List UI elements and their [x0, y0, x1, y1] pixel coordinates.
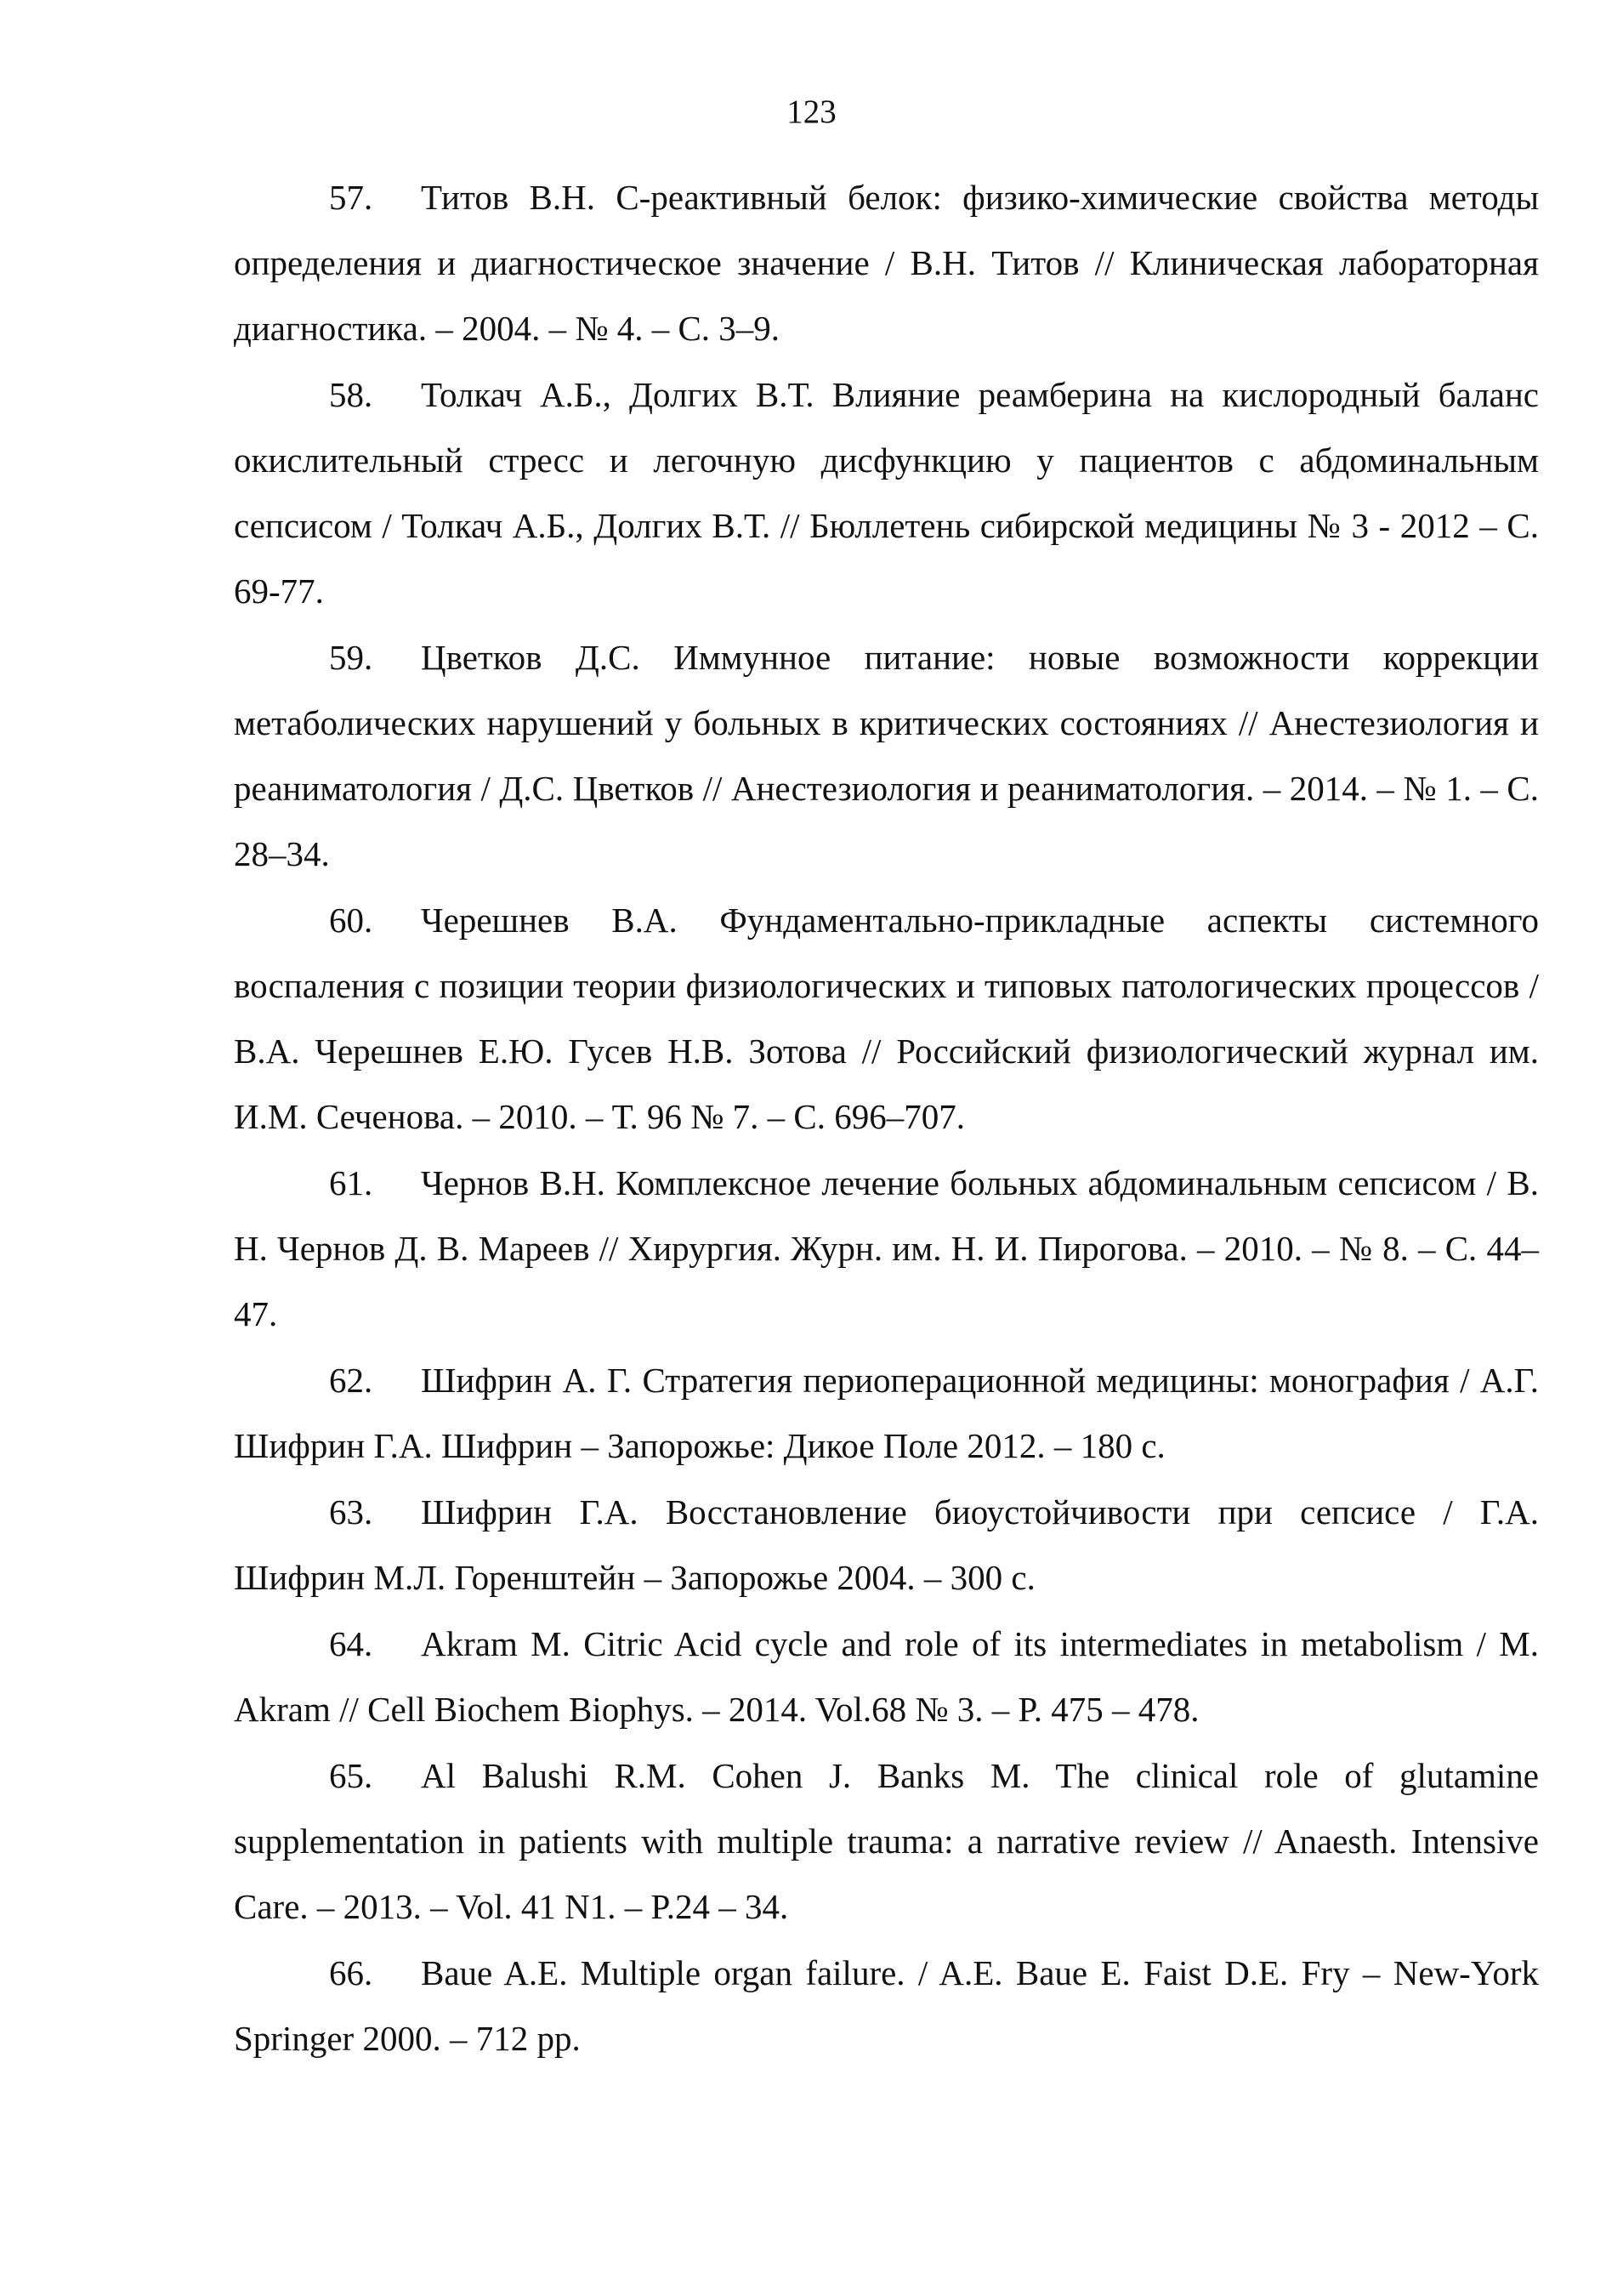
- reference-item: [234, 1941, 1539, 2072]
- reference-item: [234, 625, 1539, 887]
- reference-number: 58.: [329, 375, 373, 414]
- reference-number: 64.: [329, 1624, 373, 1663]
- reference-item: [234, 1611, 1539, 1742]
- reference-text: Baue A.E. Multiple organ failure. / A.E. Baue E. Faist D.E. Fry – New-York Springer 2000. – 712 pp.: [234, 1953, 1539, 2058]
- reference-text: Al Balushi R.M. Cohen J. Banks M. The clinical role of glutamine supplementation in patients with multiple trauma: a narrative review // Anaesth. Intensive Care. – 2013. – Vol. 41 N1. – P.24 – 34.: [234, 1756, 1539, 1926]
- page-number: 123: [786, 94, 837, 130]
- reference-text: Черешнев В.А. Фундаментально-прикладные аспекты системного воспаления с позиции теории физиологических и типовых патологических процессов / В.А. Черешнев Е.Ю. Гусев Н.В. Зотова // Российский физиологический журнал им. И.М. Сеченова. – 2010. – Т. 96 № 7. – С. 696–707.: [234, 901, 1539, 1136]
- reference-text: Шифрин Г.А. Восстановление биоустойчивости при сепсисе / Г.А. Шифрин М.Л. Горенштейн – Запорожье 2004. – 300 с.: [234, 1492, 1539, 1597]
- reference-text: Шифрин А. Г. Стратегия периоперационной медицины: монография / А.Г. Шифрин Г.А. Шифрин – Запорожье: Дикое Поле 2012. – 180 с.: [234, 1361, 1539, 1465]
- reference-text: Толкач А.Б., Долгих В.Т. Влияние реамберина на кислородный баланс окислительный стресс и легочную дисфункцию у пациентов с абдоминальным сепсисом / Толкач А.Б., Долгих В.Т. // Бюллетень сибирской медицины № 3 - 2012 – С. 69-77.: [234, 375, 1539, 611]
- reference-text: Akram M. Citric Acid cycle and role of its intermediates in metabolism / M. Akram // Cell Biochem Biophys. – 2014. Vol.68 № 3. – P. 475 – 478.: [234, 1624, 1539, 1729]
- reference-item: [234, 1151, 1539, 1347]
- reference-item: [234, 1480, 1539, 1611]
- reference-number: 65.: [329, 1756, 373, 1795]
- reference-item: [234, 165, 1539, 361]
- reference-text: Чернов В.Н. Комплексное лечение больных абдоминальным сепсисом / В. Н. Чернов Д. В. Мареев // Хирургия. Журн. им. Н. И. Пирогова. – 2010. – № 8. – С. 44–47.: [234, 1163, 1539, 1333]
- reference-number: 62.: [329, 1361, 373, 1400]
- reference-number: 61.: [329, 1163, 373, 1202]
- reference-list: [234, 165, 1539, 2072]
- reference-number: 63.: [329, 1492, 373, 1532]
- reference-item: [234, 1348, 1539, 1479]
- reference-text: Цветков Д.С. Иммунное питание: новые возможности коррекции метаболических нарушений у больных в критических состояниях // Анестезиология и реаниматология / Д.С. Цветков // Анестезиология и реаниматология. – 2014. – № 1. – С. 28–34.: [234, 638, 1539, 873]
- reference-number: 57.: [329, 178, 373, 217]
- reference-number: 59.: [329, 638, 373, 677]
- reference-text: Титов В.Н. С-реактивный белок: физико-химические свойства методы определения и диагностическое значение / В.Н. Титов // Клиническая лабораторная диагностика. – 2004. – № 4. – С. 3–9.: [234, 178, 1539, 348]
- reference-item: [234, 362, 1539, 624]
- reference-item: [234, 1743, 1539, 1940]
- reference-number: 66.: [329, 1953, 373, 1992]
- reference-number: 60.: [329, 901, 373, 940]
- reference-item: [234, 888, 1539, 1150]
